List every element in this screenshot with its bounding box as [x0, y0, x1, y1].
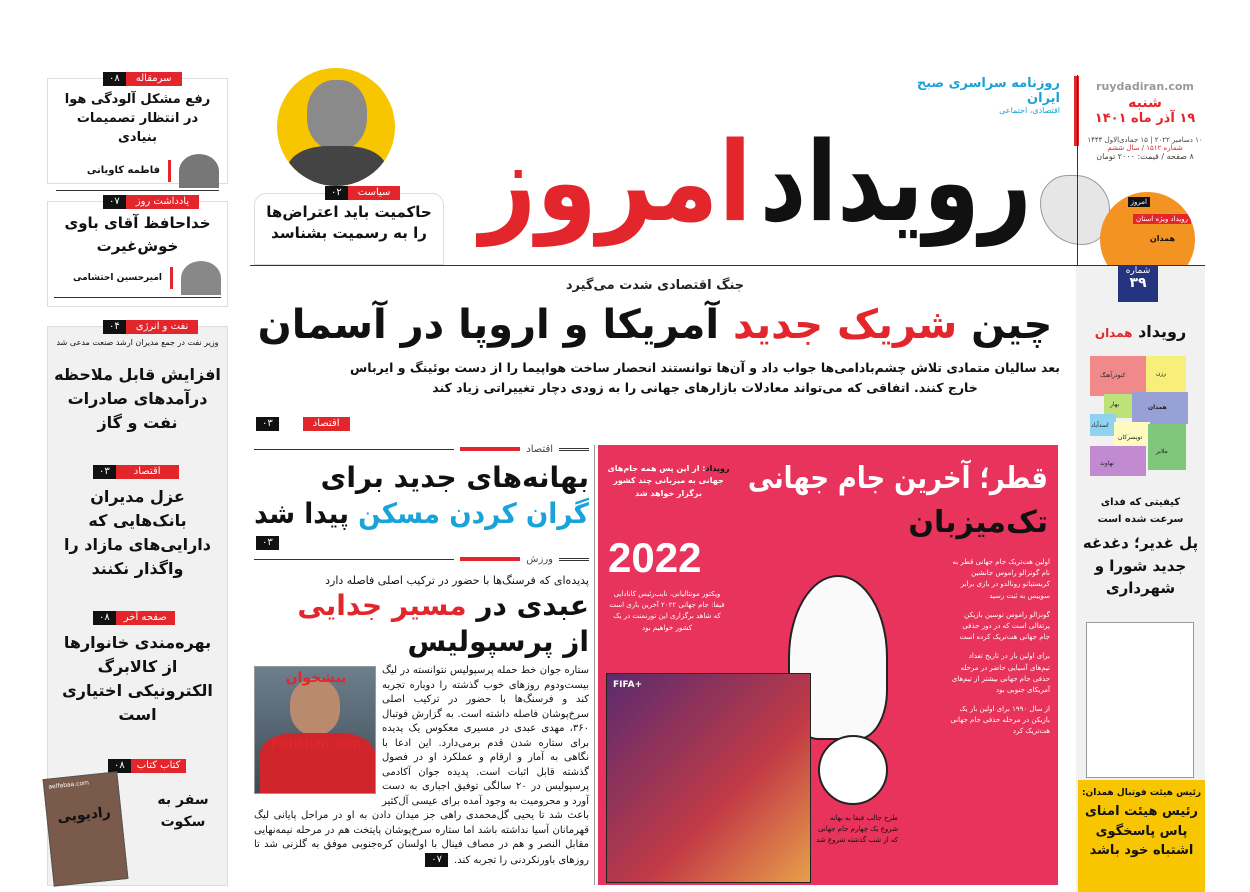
hamedan-headline[interactable]: پل غدیر؛ دغدغه جدید شورا و شهرداری [1082, 534, 1199, 597]
book-title[interactable]: سفر به سکوت [157, 792, 209, 831]
housing-headline[interactable]: بهانه‌های جدید برای [320, 461, 589, 494]
lead-headline-red: شریک جدید [733, 302, 958, 348]
county-label: همدان [1148, 404, 1167, 411]
hamedan-map [1090, 356, 1190, 478]
county-label: تویسرکان [1118, 434, 1143, 441]
worldcup-fact: گونزالو راموس نوسین بازیکن پرتغالی است که در دور حذفی جام جهانی هت‌تریک کرده است [959, 610, 1050, 642]
housing-headline-2[interactable] [254, 496, 589, 532]
worldcup-year: 2022 [608, 534, 702, 581]
editorial-title: رفع مشکل آلودگی هوا در انتظار تصمیمات بنیادی [64, 92, 211, 145]
lead-headline[interactable] [258, 298, 1053, 352]
sport-headline-2[interactable]: از پرسپولیس [407, 625, 589, 658]
divider [1077, 75, 1078, 265]
coupon-page-tag: ۰۸ کتاب کتاب [108, 759, 186, 773]
author-name: امیرحسین احتشامی [73, 273, 162, 283]
yellow-kicker: رئیس هیئت فوتبال همدان: [1081, 788, 1202, 798]
bank-page-tag: ۰۸ صفحه آخر [93, 611, 175, 625]
lead-summary: بعد سالیان متمادی تلاش چشم‌بادامی‌ها جواب داد و آن‌ها توانستند انحصار ساخت هواپیما را از دست بوئینگ و ایرباس خارج کنند. اتفاقی که می‌تواند معادلات بازارهای جهانی را به زودی دچار تغییراتی زیاد کند [350, 360, 1060, 395]
county-label: کبودرآهنگ [1100, 372, 1126, 379]
section-label: اقتصاد [526, 443, 553, 455]
map-city: همدان [1149, 234, 1175, 243]
badge-number: ۳۹ [1129, 275, 1147, 291]
tagline: روزنامه سراسری صبح ایران [916, 76, 1060, 106]
fifa-players-image [606, 673, 811, 883]
sport-page: ۰۷ [425, 853, 448, 867]
cover-title: رادیویی [56, 804, 112, 826]
section-rule [254, 553, 589, 565]
politics-teaser[interactable] [254, 187, 444, 265]
lead-tag[interactable]: ۰۳ اقتصاد [256, 417, 350, 431]
masthead-logo-red-box [480, 116, 752, 250]
worldcup-quote: ویکتور مونتالیانی، نایب‌رئیس کانادایی فیفا: جام جهانی ۲۰۲۲ آخرین باری است که شاهد برگزاری این تورنمنت در یک کشور خواهیم بود [609, 590, 725, 632]
hamedan-column [1076, 266, 1205, 892]
county-label: رزن [1156, 370, 1167, 377]
issue-badge [1118, 266, 1158, 302]
note-card[interactable] [47, 196, 228, 307]
watermark-fa: پیشخوان [285, 670, 347, 686]
section-rule [254, 443, 589, 455]
column-divider [594, 445, 595, 885]
author-photo [181, 261, 221, 295]
watermark-latin: Pishkhan.com [270, 737, 362, 752]
author-photo [179, 154, 219, 188]
newspaper-thumbnail [1086, 622, 1194, 778]
housing-tail: پیدا شد [254, 497, 350, 530]
subtagline: اقتصادی، اجتماعی [999, 106, 1060, 115]
worldcup-fact: از سال ۱۹۹۰ برای اولین بار یک بازیکن در مرحله حذفی جام جهانی هت‌تریک کرد [950, 705, 1050, 736]
price: ۸ صفحه / قیمت: ۲۰۰۰ تومان [1096, 152, 1194, 161]
editorial-tag: ۰۸ سرمقاله [103, 72, 182, 86]
masthead-rule [250, 265, 1205, 266]
logo-red: امروز [480, 118, 752, 246]
politics-photo [277, 68, 395, 186]
player-photo [254, 666, 376, 794]
sport-headline-part: عبدی در [476, 589, 589, 622]
badge-label: شماره [1125, 266, 1151, 276]
note-tag: ۰۷ یادداشت روز [103, 195, 199, 209]
oil-title[interactable]: افزایش قابل ملاحظه درآمدهای صادرات نفت و گاز [54, 365, 221, 432]
brand-mark: رویداد [705, 464, 730, 473]
politics-title: حاکمیت باید اعتراض‌ها را به رسمیت بشناسد [266, 203, 432, 242]
worldcup-fact: اولین هت‌تریک جام جهانی قطر به نام گونزالو راموس جانشین کریستیانو رونالدو در بازی برابر سوییس به ثبت رسید [952, 558, 1050, 600]
oil-tag: ۰۴ نفت و انرژی [103, 320, 198, 334]
sport-headline[interactable] [297, 588, 589, 624]
bank-title[interactable]: عزل مدیران بانک‌هایی که دارایی‌های مازاد را واگذار نکنند [63, 487, 211, 578]
fifa-logo: FIFA+ [613, 680, 643, 690]
yellow-title: رئیس هیئت امنای پاس پاسخگوی اشتباه خود باشد [1084, 804, 1199, 858]
sport-body: پیشخوان Pishkhan.com ستاره جوان خط حمله پرسپولیس نتوانسته در لیگ بیست‌ودوم روزهای خوب گذشته را دوباره تجربه کند و فرسنگ‌ها با حضور در ترکیب اصلی سرخ‌پوشان فاصله داشته است. به گزارش فوتبال ۳۶۰، مهدی عبدی در مسیری معکوس یک پدیده برای ستاره شدن قدم برمی‌دارد. این ادعا با نگاهی به آمار و ارقام و عملکرد او در فصول گذشته قابل اثبات است. پدیده جوان آکادمی پرسپولیس در ۲۰ سالگی توفیق اجباری به دست آورد و محرومیت به وجود آمده برای عیسی آل‌کثیر باعث شد تا یحیی گل‌محمدی راهی جز میدان دادن به او در مراحل پایانی لیگ قهرمانان آسیا نداشته باشد اما ستاره سرخ‌پوشان پایتخت هم در مرحله نیمه‌نهایی مقابل النصر و هم در مصاف فینال با اولسان کره‌جنوبی موفق به گلزنی شد تا روزهای باورنکردنی را تجربه کند. ۰۷ [254, 665, 589, 866]
map-tag-today: امروز [1128, 197, 1150, 207]
worldcup-fact: برای اولین بار در تاریخ تعداد تیم‌های آسیایی حاضر در مرحله حذفی جام جهانی بیشتر از تیم‌های آمریکای جنوبی بود [951, 652, 1050, 694]
oil-page-tag: ۰۳ اقتصاد [93, 465, 179, 479]
hamedan-logo: رویداد همدان [1094, 322, 1187, 341]
county-label: نهاوند [1100, 460, 1114, 467]
sport-kicker: پدیده‌ای که فرسنگ‌ها با حضور در ترکیب اصلی فاصله دارد [325, 574, 589, 587]
worldcup-caption: طرح جالب فیفا به بهانه شروع یک چهارم جام جهانی که از شب گذشته شروع شد [816, 814, 898, 845]
lead-headline-part: چین [971, 302, 1053, 348]
county-label: اسدآباد [1091, 422, 1109, 429]
county-label: بهار [1110, 401, 1120, 408]
issue: شماره ۱۵۱۲ / سال ششم [1107, 144, 1183, 152]
note-title: خداحافظ آقای باوی خوش‌غیرت [64, 214, 211, 255]
date: ۱۹ آذر ماه ۱۴۰۱ [1094, 111, 1196, 126]
politics-tag: ۰۲ سیاست [325, 186, 400, 200]
section-label: ورزش [526, 553, 553, 565]
hamedan-kicker: کیفیتی که فدای سرعت شده است [1097, 497, 1184, 525]
worldcup-subtitle: تک‌میزبان [908, 505, 1048, 540]
watermark [259, 669, 373, 753]
masthead-logo-black-box [760, 116, 1032, 250]
housing-blue: گران کردن مسکن [358, 497, 589, 530]
oil-kicker: وزیر نفت در جمع مدیران ارشد صنعت مدعی شد [56, 338, 219, 347]
map-tag-province: رویداد ویژه استان [1133, 214, 1191, 224]
author-name: فاطمه کاویانی [86, 165, 160, 177]
logo-black: رویداد [760, 118, 1032, 246]
sport-headline-red: مسیر جدایی [297, 589, 467, 622]
date-other: ۱۰ دسامبر ۲۰۲۲ | ۱۵ جمادی‌الاول ۱۴۴۴ [1087, 136, 1203, 144]
lead-headline-part: آمریکا و اروپا در آسمان [257, 302, 720, 348]
site-url[interactable]: ruydadiran.com [1096, 80, 1194, 93]
worldcup-title: قطر؛ آخرین جام جهانی [747, 461, 1048, 496]
coupon-title[interactable]: بهره‌مندی خانوارها از کالابرگ الکترونیکی اختیاری است [62, 633, 213, 724]
housing-page: ۰۳ [256, 536, 279, 550]
editorial-card[interactable] [47, 73, 228, 184]
lead-kicker: جنگ اقتصادی شدت می‌گیرد [565, 278, 745, 293]
worldcup-poster[interactable]: FIFA+ قطر؛ آخرین جام جهانی تک‌میزبان رویداد: از این پس همه جام‌های جهانی به میزبانی چند کشور برگزار خواهد شد 2022 ویکتور مونتالیانی، نایب‌رئیس کانادایی فیفا: جام جهانی ۲۰۲۲ آخرین باری است که شاهد برگزاری این تورنمنت در یک کشور خواهیم بود اولین هت‌تریک جام جهانی قطر به نام گونزالو راموس جانشین کریستیانو رونالدو در بازی برابر سوییس به ثبت رسید گونزالو راموس نوسین بازیکن پرتغالی است که در دور حذفی جام جهانی هت‌تریک کرده است برای اولین بار در تاریخ تعداد تیم‌های آسیایی حاضر در مرحله حذفی جام جهانی بیشتر از تیم‌های آمریکای جنوبی بود از سال ۱۹۹۰ برای اولین بار یک بازیکن در مرحله حذفی جام جهانی هت‌تریک کرد طرح جالب فیفا به بهانه شروع یک چهارم جام جهانی که از شب گذشته شروع شد [598, 445, 1058, 885]
day: شنبه [1128, 95, 1162, 111]
book-cover [43, 771, 129, 886]
yellow-news-box[interactable] [1078, 780, 1205, 892]
cover-site: aelfabaa.com [48, 779, 90, 791]
worldcup-note: از این پس همه جام‌های جهانی به میزبانی چند کشور برگزار خواهد شد [607, 464, 724, 498]
county-label: ملایر [1156, 448, 1168, 455]
